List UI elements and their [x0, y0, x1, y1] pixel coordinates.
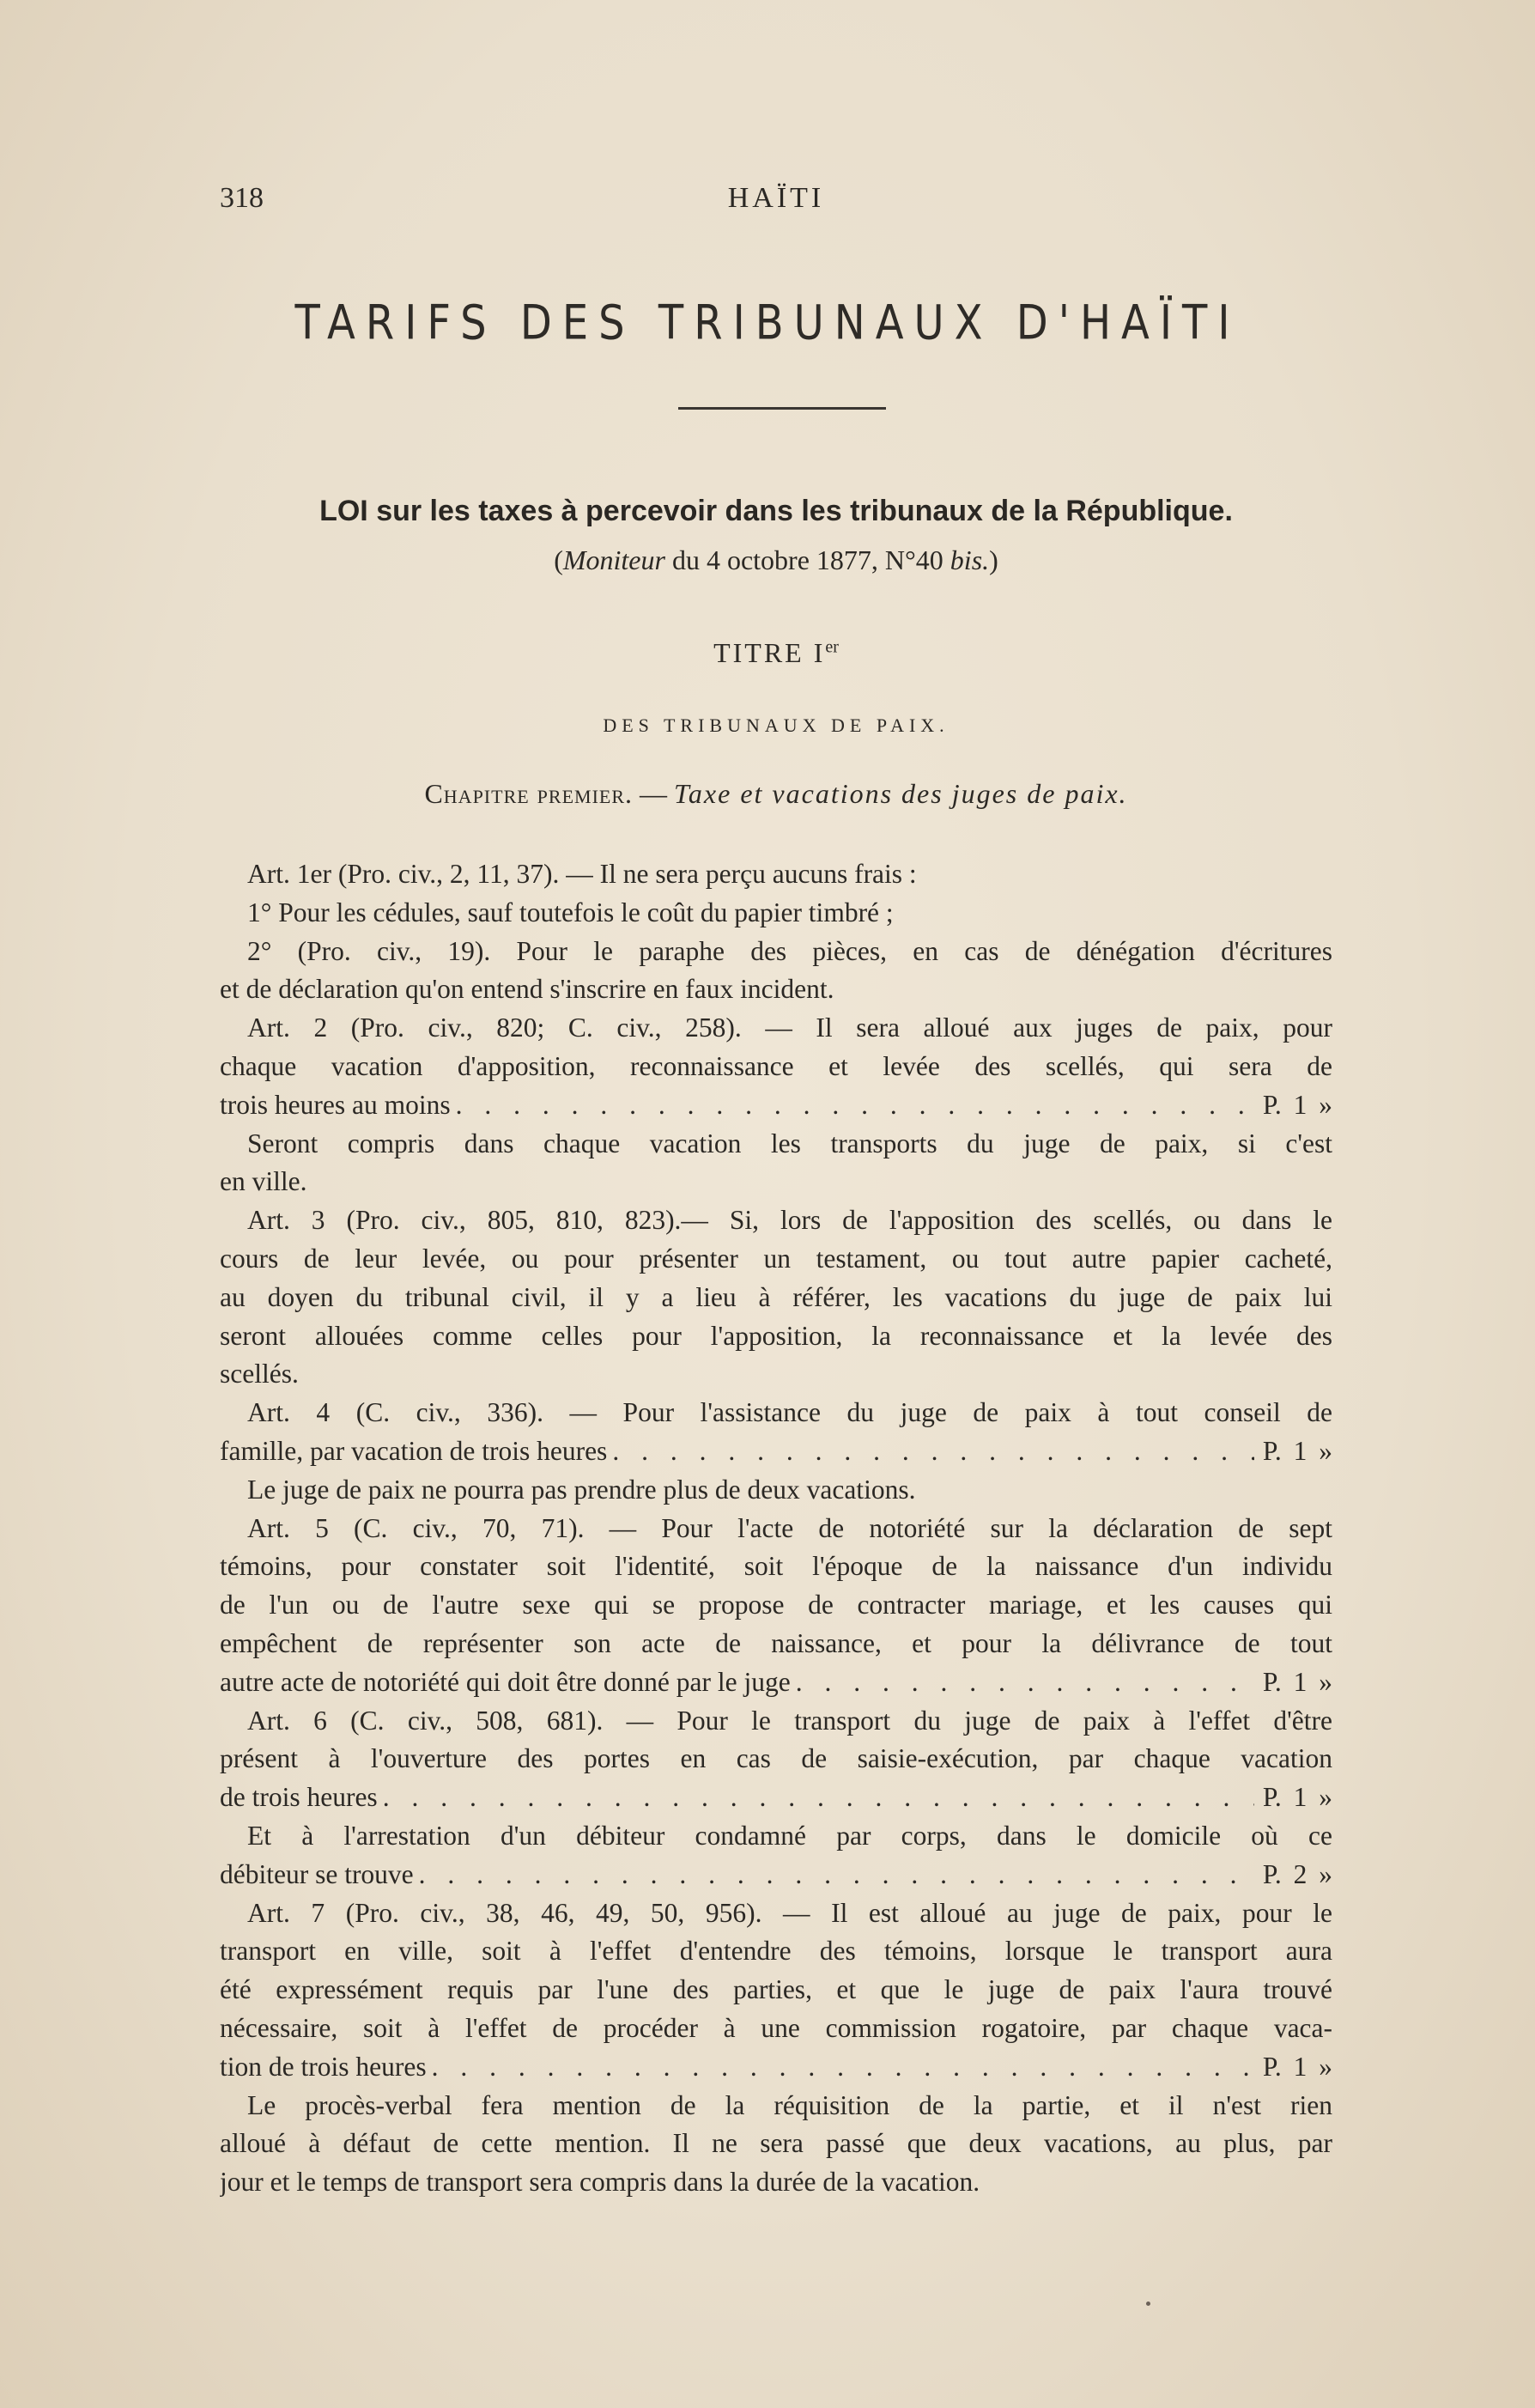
line-text: autre acte de notoriété qui doit être donné par le juge — [220, 1666, 791, 1697]
text-line: transport en ville, soit à l'effet d'entendre des témoins, lorsque le transport aura — [220, 1936, 1332, 1967]
chapter-heading — [220, 778, 1332, 810]
text-line: en ville. — [220, 1166, 307, 1197]
source-bis: bis. — [950, 544, 990, 575]
text-line — [220, 1432, 1332, 1471]
leader-dots — [451, 1086, 1254, 1125]
text-line — [220, 1856, 1332, 1894]
text-line: alloué à défaut de cette mention. Il ne sera passé que deux vacations, au plus, par — [220, 2128, 1332, 2159]
price-value: P. 1 » — [1262, 1666, 1332, 1697]
source-date: du 4 octobre 1877, N°40 — [664, 544, 950, 575]
text-line: 2° (Pro. civ., 19). Pour le paraphe des pièces, en cas de dénégation d'écritures — [247, 935, 1332, 966]
titre-label: TITRE I — [713, 637, 826, 668]
text-line: Seront compris dans chaque vacation les transports du juge de paix, si c'est — [247, 1128, 1332, 1158]
line-text: débiteur se trouve — [220, 1858, 414, 1889]
text-line — [220, 1779, 1332, 1817]
line-text: famille, par vacation de trois heures — [220, 1435, 608, 1466]
leader-dots — [607, 1432, 1254, 1471]
text-line: Art. 5 (C. civ., 70, 71). — Pour l'acte de notoriété sur la déclaration de sept — [247, 1512, 1332, 1543]
text-line: présent à l'ouverture des portes en cas de saisie-exécution, par chaque vacation — [220, 1743, 1332, 1774]
line-text: tion de trois heures — [220, 2051, 427, 2082]
titre-sup: er — [825, 637, 839, 657]
chapter-subject: Taxe et vacations des juges de paix. — [674, 778, 1128, 809]
text-line: Et à l'arrestation d'un débiteur condamné par corps, dans le domicile où ce — [247, 1820, 1332, 1851]
text-line: Le juge de paix ne pourra pas prendre plus de deux vacations. — [247, 1474, 916, 1505]
text-line — [220, 2048, 1332, 2087]
price-value: P. 1 » — [1262, 2051, 1332, 2082]
source-citation — [220, 544, 1332, 576]
text-line: Art. 7 (Pro. civ., 38, 46, 49, 50, 956). — Il est alloué au juge de paix, pour le — [247, 1897, 1332, 1928]
price-value: P. 1 » — [1262, 1782, 1332, 1813]
text-line: seront allouées comme celles pour l'apposition, la reconnaissance et la levée des — [220, 1320, 1332, 1351]
leader-dots — [427, 2048, 1254, 2087]
text-line: de l'un ou de l'autre sexe qui se propose de contracter mariage, et les causes qui — [220, 1590, 1332, 1621]
line-text: trois heures au moins — [220, 1089, 451, 1120]
source-open: ( — [554, 544, 563, 575]
text-line — [220, 1086, 1332, 1125]
text-line: empêchent de représenter son acte de naissance, et pour la délivrance de tout — [220, 1627, 1332, 1658]
text-line: cours de leur levée, ou pour présenter un testament, ou tout autre papier cacheté, — [220, 1243, 1332, 1274]
text-line: nécessaire, soit à l'effet de procéder à une commission rogatoire, par chaque vaca- — [220, 2012, 1332, 2043]
text-line: Art. 3 (Pro. civ., 805, 810, 823).— Si, lors de l'apposition des scellés, ou dans le — [247, 1205, 1332, 1236]
body-text — [220, 855, 1332, 2202]
leader-dots — [378, 1779, 1254, 1817]
chapter-label: Chapitre premier. — [424, 778, 634, 809]
text-line: chaque vacation d'apposition, reconnaissance et levée des scellés, qui sera de — [220, 1050, 1332, 1081]
text-line: Art. 6 (C. civ., 508, 681). — Pour le transport du juge de paix à l'effet d'être — [247, 1705, 1332, 1736]
text-line: au doyen du tribunal civil, il y a lieu à référer, les vacations du juge de paix lui — [220, 1281, 1332, 1312]
text-line: scellés. — [220, 1359, 299, 1389]
chapter-dash: — — [633, 778, 675, 809]
text-line: jour et le temps de transport sera compris dans la durée de la vacation. — [220, 2167, 980, 2198]
line-text: de trois heures — [220, 1782, 378, 1813]
text-line — [220, 1663, 1332, 1702]
running-title: HAÏTI — [727, 182, 825, 214]
page-number: 318 — [220, 182, 264, 214]
text-line: Le procès-verbal fera mention de la réquisition de la partie, et il n'est rien — [247, 2089, 1332, 2120]
price-value: P. 1 » — [1262, 1435, 1332, 1466]
page-speck — [1146, 2302, 1150, 2306]
section-division: DES TRIBUNAUX DE PAIX. — [603, 714, 950, 736]
text-line: 1° Pour les cédules, sauf toutefois le coût du papier timbré ; — [247, 897, 894, 927]
law-title: LOI sur les taxes à percevoir dans les tribunaux de la République. — [319, 495, 1233, 527]
text-line: témoins, pour constater soit l'identité, soit l'époque de la naissance d'un individu — [220, 1551, 1332, 1582]
source-close: ) — [989, 544, 998, 575]
text-line: et de déclaration qu'on entend s'inscrire en faux incident. — [220, 974, 834, 1005]
text-line: été expressément requis par l'une des parties, et que le juge de paix l'aura trouvé — [220, 1974, 1332, 2005]
page-header — [220, 182, 1332, 220]
text-line: Art. 4 (C. civ., 336). — Pour l'assistance du juge de paix à tout conseil de — [247, 1397, 1332, 1428]
leader-dots — [414, 1856, 1254, 1894]
price-value: P. 2 » — [1262, 1858, 1332, 1889]
text-line: Art. 1er (Pro. civ., 2, 11, 37). — Il ne sera perçu aucuns frais : — [247, 859, 917, 889]
section-titre — [220, 637, 1332, 669]
leader-dots — [791, 1663, 1254, 1702]
text-line: Art. 2 (Pro. civ., 820; C. civ., 258). — Il sera alloué aux juges de paix, pour — [247, 1012, 1332, 1043]
source-journal: Moniteur — [562, 544, 665, 575]
price-value: P. 1 » — [1262, 1089, 1332, 1120]
page-title: TARIFS DES TRIBUNAUX D'HAÏTI — [294, 295, 1241, 351]
title-rule — [678, 407, 886, 410]
